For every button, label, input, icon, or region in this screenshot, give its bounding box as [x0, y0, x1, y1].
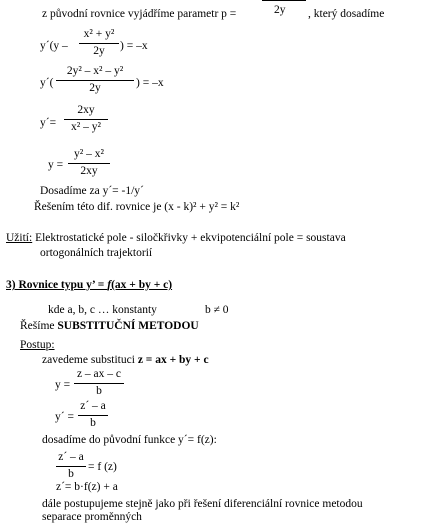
eq1-num: x² + y² — [79, 29, 119, 44]
eq1-den: 2y — [93, 44, 105, 57]
param-line-text: z původní rovnice vyjádříme parametr p = — [42, 8, 237, 20]
yd-eq-pre: y´ = — [55, 411, 74, 423]
uziti-line — [6, 233, 346, 245]
y-eq-den: b — [96, 384, 102, 397]
eq1-post: ) = –x — [120, 40, 148, 52]
dosadime-line: Dosadíme za y´= -1/y´ — [40, 185, 144, 197]
eq2-pre: y´( — [40, 77, 54, 89]
param-line-tail: , který dosadíme — [308, 8, 385, 20]
param-line — [42, 9, 236, 21]
uziti-text: Elektrostatické pole - siločkřivky + ekvipotenciální pole = soustava — [35, 232, 346, 244]
zavedeme-line — [42, 355, 209, 367]
uziti-text-2: ortogonálních trajektorií — [40, 247, 153, 259]
resime-line — [20, 321, 199, 333]
y-eq-pre: y = — [55, 379, 71, 391]
dale-line-2: separace proměnných — [42, 511, 142, 523]
yd-eq-num: z´ – a — [78, 401, 108, 416]
eq2-num: 2y² – x² – y² — [56, 66, 134, 81]
fz-post: = f (z) — [88, 461, 117, 473]
uziti-label: Užití: — [6, 232, 33, 244]
fz-den: b — [68, 467, 74, 480]
zd-line: z´= b·f(z) + a — [56, 481, 118, 493]
dale-line: dále postupujeme stejně jako při řešení diferenciální rovnice metodou — [42, 498, 363, 510]
yd-eq-den: b — [90, 416, 96, 429]
zavedeme-prefix: zavedeme substituci — [42, 354, 138, 366]
eq2-den: 2y — [89, 81, 101, 94]
resime-bold: SUBSTITUČNÍ METODOU — [57, 320, 199, 332]
y-eq-fraction — [74, 369, 124, 397]
yd-eq-fraction — [78, 401, 108, 429]
section3-heading-fn: f — [107, 279, 112, 291]
zavedeme-eq: z = ax + by + c — [137, 354, 209, 366]
resime-prefix: Řešíme — [20, 320, 58, 332]
fz-num: z´ – a — [56, 452, 86, 467]
eq2-post: ) = –x — [136, 77, 164, 89]
eq4-pre: y = — [48, 159, 64, 171]
eq1-fraction — [79, 29, 119, 57]
eq3-num: 2xy — [64, 105, 108, 120]
kde-line: kde a, b, c … konstanty — [48, 304, 157, 316]
fz-fraction — [56, 452, 86, 480]
param-fraction-den: 2y — [274, 4, 286, 16]
eq2-fraction — [56, 66, 134, 94]
section3-heading — [6, 280, 172, 292]
y-eq-num: z – ax – c — [74, 369, 124, 384]
eq4-fraction — [68, 149, 110, 177]
param-fraction-bar — [262, 0, 306, 1]
dosadime-do-line: dosadíme do původní funkce y´= f(z): — [42, 434, 217, 446]
section3-heading-prefix: 3) Rovnice typu y’ = — [6, 279, 108, 291]
reseni-line: Řešením této dif. rovnice je (x - k)² + y² = k² — [34, 201, 240, 213]
section3-heading-args: (ax + by + c) — [111, 279, 173, 291]
eq4-num: y² – x² — [68, 149, 110, 164]
eq4-den: 2xy — [80, 164, 98, 177]
eq3-fraction — [64, 105, 108, 133]
eq3-pre: y´= — [40, 117, 57, 129]
kde-condition: b ≠ 0 — [205, 304, 229, 316]
postup-label: Postup: — [20, 339, 55, 351]
eq3-den: x² – y² — [71, 120, 101, 133]
eq1-pre: y´(y – — [40, 40, 68, 52]
